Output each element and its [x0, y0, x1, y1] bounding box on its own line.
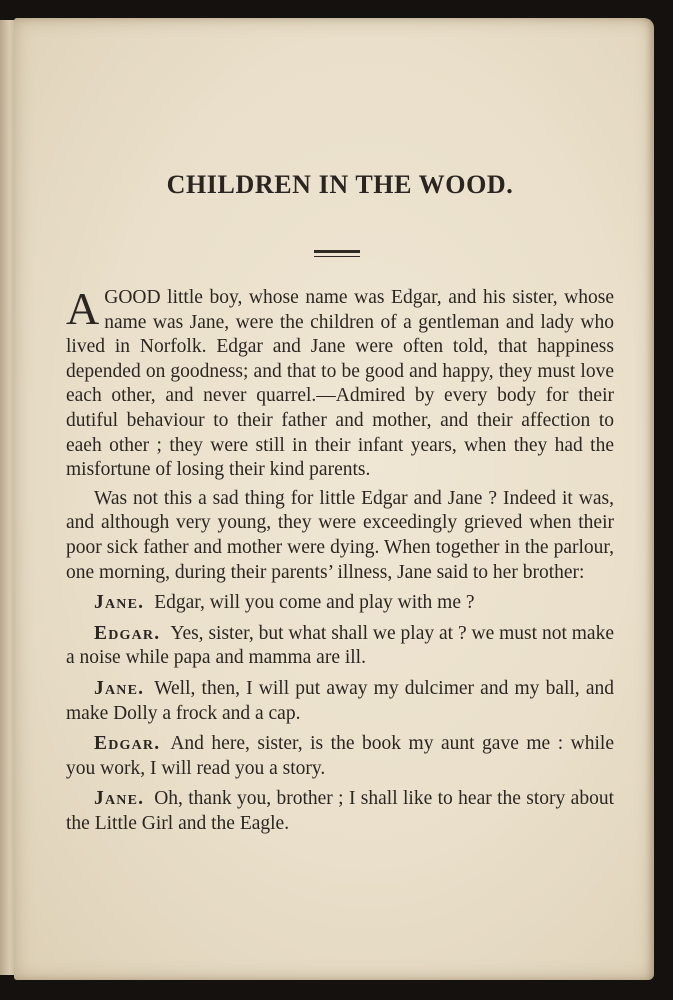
dialogue-line-4 [66, 732, 614, 781]
dialogue-text: And here, sister, is the book my aunt gave me : while you work, I will read you a story. [66, 733, 614, 779]
dialogue-line-1 [66, 591, 614, 616]
paragraph-2: Was not this a sad thing for little Edgar and Jane ? Indeed it was, and although very young, they were exceedingly grieved when their poor sick father and mother were dying. When together in the parlour, one morning, during their parents’ illness, Jane said to her brother: [66, 487, 614, 583]
dialogue-line-5 [66, 787, 614, 836]
speaker-name: Jane. [94, 677, 145, 699]
speaker-name: Edgar. [94, 733, 161, 755]
dialogue-text: Well, then, I will put away my dulcimer and my ball, and make Dolly a frock and a cap. [66, 677, 614, 724]
opening-text: little boy, whose name was Edgar, and his sister, whose name was Jane, were the children of a gentleman and lady who lived in Norfolk. Edgar and Jane were often told, that happiness depended on goodness; and that to be good and happy, they must love each other, and never quarrel.—Admired by every body for their dutiful behaviour to their father and mother, and their affection to eaeh other ; they were still in their infant years, when they had the misfortune of losing their kind parents. [66, 287, 614, 481]
body-text [66, 283, 614, 836]
dialogue-text: Yes, sister, but what shall we play at ? we must not make a noise while papa and mamma are ill. [66, 622, 614, 669]
book-page [14, 18, 654, 980]
dialogue-line-3 [66, 677, 614, 726]
speaker-name: Jane. [94, 788, 145, 810]
dialogue-text: Edgar, will you come and play with me ? [154, 592, 475, 614]
chapter-title: CHILDREN IN THE WOOD. [166, 170, 514, 199]
opening-paragraph [66, 283, 614, 483]
speaker-name: Edgar. [94, 622, 161, 644]
drop-cap: A [66, 283, 100, 334]
title-ornament-rule [314, 250, 360, 257]
dialogue-line-2 [66, 622, 614, 671]
opening-word: GOOD [104, 287, 161, 308]
dialogue-text: Oh, thank you, brother ; I shall like to hear the story about the Little Girl and the Eagle. [66, 788, 614, 834]
speaker-name: Jane. [94, 592, 145, 614]
